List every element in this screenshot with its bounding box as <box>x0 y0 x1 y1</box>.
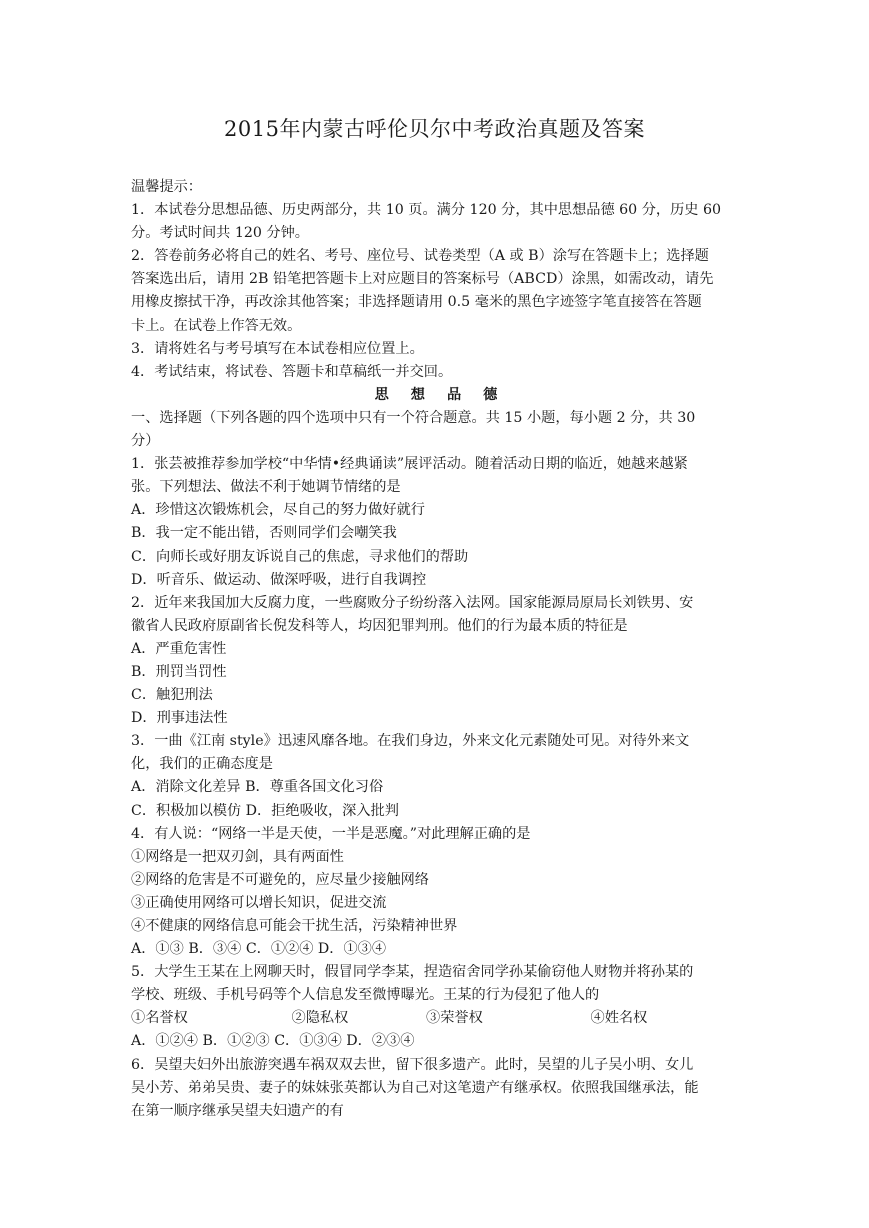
section-heading: 思想品德 <box>374 386 520 403</box>
question-4-answers: A．①③ B．③④ C．①②④ D．①③④ <box>131 941 387 958</box>
question-5-statement: ②隐私权 <box>291 1010 349 1027</box>
notice-line: 分。考试时间共 120 分钟。 <box>131 225 309 242</box>
notice-heading: 温馨提示： <box>131 179 202 195</box>
question-4-statement: ①网络是一把双刃剑，具有两面性 <box>131 848 344 865</box>
page-title: 2015年内蒙古呼伦贝尔中考政治真题及答案 <box>224 117 645 141</box>
question-4-statement: ④不健康的网络信息可能会干扰生活，污染精神世界 <box>131 918 458 934</box>
notice-line: 卡上。在试卷上作答无效。 <box>131 317 302 334</box>
question-5-line: 学校、班级、手机号码等个人信息发至微博曝光。王某的行为侵犯了他人的 <box>131 987 600 1004</box>
question-5-statement: ③荣誉权 <box>426 1010 483 1027</box>
notice-line: 2．答卷前务必将自己的姓名、考号、座位号、试卷类型（A 或 B）涂写在答题卡上；选择题 <box>131 248 709 265</box>
question-2-line: 徽省人民政府原副省长倪发科等人，均因犯罪判刑。他们的行为最本质的特征是 <box>131 617 628 634</box>
question-2-option: B．刑罚当罚性 <box>131 663 227 680</box>
question-5-answers: A．①②④ B．①②③ C．①③④ D．②③④ <box>131 1033 415 1050</box>
question-6-line: 吴小芳、弟弟吴贵、妻子的妹妹张英都认为自己对这笔遗产有继承权。依照我国继承法，能 <box>131 1079 699 1096</box>
exam-body <box>131 176 741 1123</box>
question-3-option: A．消除文化差异 B．尊重各国文化习俗 <box>131 779 384 796</box>
question-1-option: B．我一定不能出错，否则同学们会嘲笑我 <box>131 525 397 542</box>
question-1-option: A．珍惜这次锻炼机会，尽自己的努力做好就行 <box>131 502 425 519</box>
notice-line: 用橡皮擦拭干净，再改涂其他答案；非选择题请用 0.5 毫米的黑色字迹签字笔直接答在答题 <box>131 294 702 311</box>
notice-line: 3．请将姓名与考号填写在本试卷相应位置上。 <box>131 340 424 357</box>
question-1-option: C．向师长或好朋友诉说自己的焦虑，寻求他们的帮助 <box>131 548 469 565</box>
question-2-option: A．严重危害性 <box>131 640 227 657</box>
question-2-option: D．刑事违法性 <box>131 710 228 727</box>
notice-line: 4．考试结束，将试卷、答题卡和草稿纸一并交回。 <box>131 363 453 380</box>
part-heading: 分） <box>131 433 160 450</box>
question-4-statement: ②网络的危害是不可避免的，应尽量少接触网络 <box>131 871 429 888</box>
question-2-option: C．触犯刑法 <box>131 687 213 704</box>
question-1-line: 1．张芸被推荐参加学校“中华情•经典诵读”展评活动。随着活动日期的临近，她越来越紧 <box>131 456 688 473</box>
question-4-line: 4．有人说：“网络一半是天使，一半是恶魔。”对此理解正确的是 <box>131 825 531 842</box>
question-3-line: 3．一曲《江南 style》迅速风靡各地。在我们身边，外来文化元素随处可见。对待外来文 <box>131 733 690 750</box>
question-1-line: 张。下列想法、做法不利于她调节情绪的是 <box>131 479 401 496</box>
question-5-statement: ①名誉权 <box>131 1010 188 1027</box>
question-4-statement: ③正确使用网络可以增长知识，促进交流 <box>131 894 387 911</box>
question-5-statements <box>131 1007 741 1030</box>
part-heading: 一、选择题（下列各题的四个选项中只有一个符合题意。共 15 小题，每小题 2 分，共 30 <box>131 409 696 426</box>
question-1-option: D．听音乐、做运动、做深呼吸，进行自我调控 <box>131 571 427 588</box>
question-6-line: 6．吴望夫妇外出旅游突遇车祸双双去世，留下很多遗产。此时，吴望的儿子吴小明、女儿 <box>131 1056 694 1073</box>
question-3-option: C．积极加以模仿 D．拒绝吸收，深入批判 <box>131 802 399 819</box>
question-2-line: 2．近年来我国加大反腐力度，一些腐败分子纷纷落入法网。国家能源局原局长刘铁男、安 <box>131 594 694 611</box>
notice-line: 1．本试卷分思想品德、历史两部分，共 10 页。满分 120 分，其中思想品德 60 分，历史 60 <box>131 202 722 219</box>
question-5-line: 5．大学生王某在上网聊天时，假冒同学李某，捏造宿舍同学孙某偷窃他人财物并将孙某的 <box>131 964 694 981</box>
question-6-line: 在第一顺序继承吴望夫妇遗产的有 <box>131 1102 344 1119</box>
question-3-line: 化，我们的正确态度是 <box>131 756 273 773</box>
notice-line: 答案选出后，请用 2B 铅笔把答题卡上对应题目的答案标号（ABCD）涂黑，如需改动，请先 <box>131 271 714 288</box>
question-5-statement: ④姓名权 <box>590 1010 648 1027</box>
